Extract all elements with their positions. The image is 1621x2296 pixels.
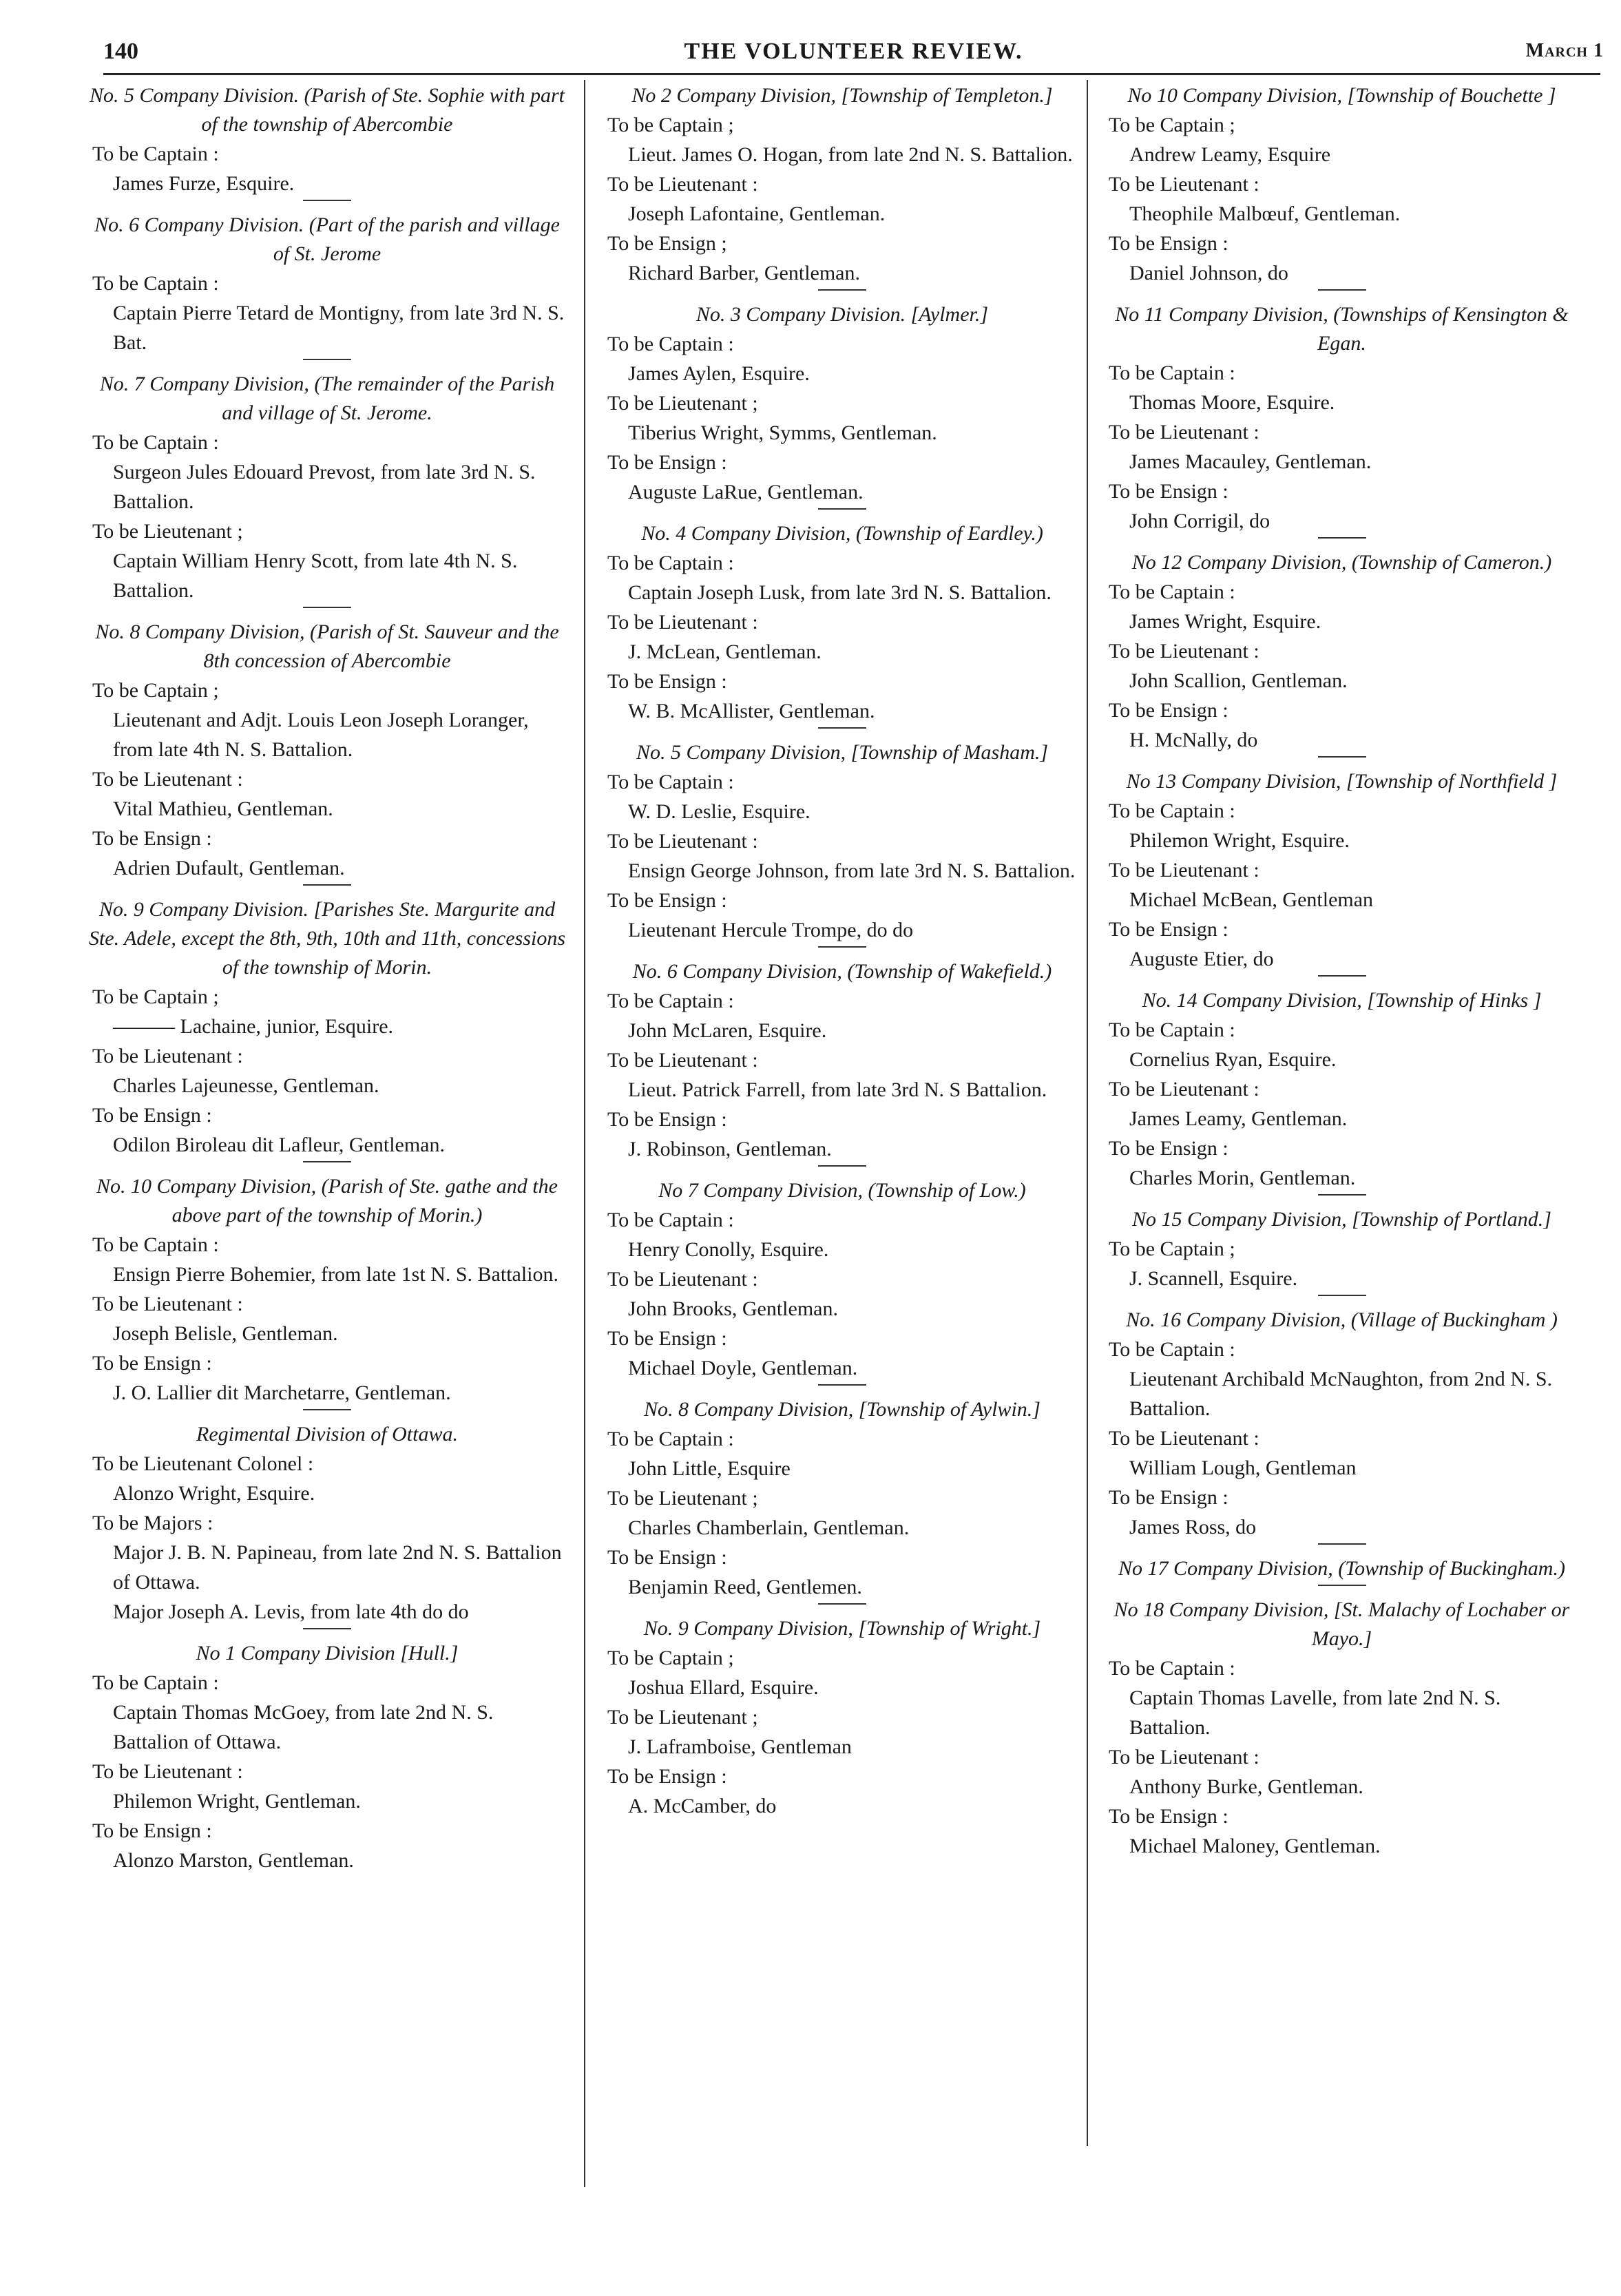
division-entry [83,370,572,605]
appointee-name: Lieutenant Hercule Trompe, do do [628,919,914,941]
section-rule [818,1165,866,1167]
issue-date: March 1 [1525,40,1604,61]
section-rule [303,884,351,886]
appointee-name: Anthony Burke, Gentleman. [1129,1775,1363,1798]
appointee-name: Auguste LaRue, Gentleman. [628,481,864,503]
section-rule [818,946,866,948]
section-rule [1318,1295,1366,1296]
appointee-name: Alonzo Marston, Gentleman. [113,1849,354,1872]
division-heading: No 2 Company Division, [Township of Templeton.] [631,84,1053,107]
division-heading: No. 14 Company Division, [Township of Hinks ] [1142,989,1542,1012]
appointment-rank: To be Lieutenant ; [92,520,243,543]
column-divider [1087,80,1088,2146]
division-entry [1099,767,1585,974]
appointee-name: Michael McBean, Gentleman [1129,888,1374,911]
division-entry [598,1176,1087,1383]
section-rule [1318,289,1366,291]
appointment-rank: To be Ensign : [92,1104,212,1127]
header-rule [103,73,1600,75]
appointee-name: W. B. McAllister, Gentleman. [628,700,875,722]
division-heading: No. 6 Company Division. (Part of the parish and village of St. Jerome [94,213,560,265]
appointee-name: John Scallion, Gentleman. [1129,669,1348,692]
appointee-name: Henry Conolly, Esquire. [628,1238,829,1261]
division-entry [83,618,572,883]
division-heading: No 11 Company Division, (Townships of Kensington & Egan. [1115,303,1569,355]
division-heading: Regimental Division of Ottawa. [196,1423,458,1446]
division-entry [598,1395,1087,1602]
appointment-rank: To be Captain : [607,1209,734,1231]
appointment-rank: To be Captain : [1109,1019,1235,1041]
appointee-name: Auguste Etier, do [1129,948,1274,970]
appointee-name: W. D. Leslie, Esquire. [628,800,810,823]
column-divider [584,80,585,2187]
division-entry [598,300,1087,507]
appointee-name: Cornelius Ryan, Esquire. [1129,1048,1337,1071]
division-entry [83,895,572,1160]
appointee-name: Daniel Johnson, do [1129,262,1288,284]
appointment-rank: To be Ensign : [607,1108,727,1131]
section-rule [303,200,351,201]
column-1 [83,81,572,1877]
appointee-name: James Ross, do [1129,1516,1257,1538]
division-entry [598,957,1087,1164]
section-rule [818,508,866,510]
appointment-rank: To be Ensign : [607,451,727,474]
appointment-rank: To be Captain : [92,431,219,454]
appointee-name: Ensign Pierre Bohemier, from late 1st N. S. Battalion. [113,1263,559,1286]
appointee-name: J. Scannell, Esquire. [1129,1267,1298,1290]
section-rule [1318,975,1366,977]
appointee-name: Joseph Belisle, Gentleman. [113,1322,338,1345]
appointee-name: John Corrigil, do [1129,510,1270,532]
appointee-name: Charles Chamberlain, Gentleman. [628,1516,910,1539]
appointment-rank: To be Lieutenant : [1109,173,1259,196]
appointee-name: Benjamin Reed, Gentlemen. [628,1576,862,1598]
appointment-rank: To be Captain : [1109,581,1235,603]
division-heading: No. 6 Company Division, (Township of Wakefield.) [632,960,1052,983]
appointee-name: J. Robinson, Gentleman. [628,1138,832,1160]
appointment-rank: To be Ensign : [1109,1805,1228,1828]
appointment-rank: To be Captain : [607,333,734,355]
appointee-name: Joseph Lafontaine, Gentleman. [628,202,886,225]
division-heading: No. 10 Company Division, (Parish of Ste. gathe and the above part of the township of Morin.) [96,1175,558,1227]
division-entry [83,211,572,357]
appointee-name: John McLaren, Esquire. [628,1019,827,1042]
section-rule [818,1384,866,1386]
appointment-rank: To be Lieutenant : [92,1293,243,1315]
division-entry [1099,548,1585,755]
appointment-rank: To be Ensign : [607,1546,727,1569]
appointee-name: James Wright, Esquire. [1129,610,1321,633]
appointee-name: Charles Morin, Gentleman. [1129,1167,1356,1189]
appointee-name: Surgeon Jules Edouard Prevost, from late 3rd N. S. Battalion. [113,461,536,513]
appointee-name: Richard Barber, Gentleman. [628,262,861,284]
appointment-rank: To be Ensign : [607,889,727,912]
section-rule [303,1409,351,1410]
appointee-name: Andrew Leamy, Esquire [1129,143,1331,166]
appointment-rank: To be Captain ; [1109,114,1235,136]
division-heading: No. 5 Company Division, [Township of Masham.] [636,741,1049,764]
appointment-rank: To be Captain : [1109,1338,1235,1361]
appointment-rank: To be Ensign ; [607,232,727,255]
appointment-rank: To be Ensign : [92,1819,212,1842]
appointment-rank: To be Lieutenant : [1109,421,1259,443]
appointee-name: William Lough, Gentleman [1129,1457,1357,1479]
appointee-name: John Little, Esquire [628,1457,791,1480]
division-entry [598,738,1087,945]
appointment-rank: To be Ensign : [1109,1137,1228,1160]
appointee-name: James Furze, Esquire. [113,172,295,195]
division-entry [598,1614,1087,1821]
appointee-name: James Aylen, Esquire. [628,362,810,385]
section-rule [303,359,351,360]
appointee-name: J. McLean, Gentleman. [628,640,822,663]
division-heading: No. 9 Company Division. [Parishes Ste. Margurite and Ste. Adele, except the 8th, 9th, 10th and 11th, concessions of the township of Morin. [88,898,566,979]
appointment-rank: To be Lieutenant : [1109,1078,1259,1100]
appointment-rank: To be Lieutenant : [607,1049,758,1072]
appointee-name: J. O. Lallier dit Marchetarre, Gentleman. [113,1381,451,1404]
appointment-rank: To be Captain ; [1109,1238,1235,1260]
appointment-rank: To be Ensign : [607,1327,727,1350]
division-entry [1099,300,1585,536]
division-heading: No 7 Company Division, (Township of Low.) [658,1179,1026,1202]
division-entry [1099,1205,1585,1293]
appointee-name: Michael Maloney, Gentleman. [1129,1835,1381,1857]
appointment-rank: To be Lieutenant : [607,173,758,196]
division-heading: No. 8 Company Division, (Parish of St. Sauveur and the 8th concession of Abercombie [95,620,559,672]
division-heading: No 12 Company Division, (Township of Cameron.) [1131,551,1552,574]
appointment-rank: To be Captain : [607,990,734,1012]
appointee-name: Vital Mathieu, Gentleman. [113,797,333,820]
appointee-name: H. McNally, do [1129,729,1258,751]
appointee-name: James Macauley, Gentleman. [1129,450,1372,473]
division-heading: No 1 Company Division [Hull.] [196,1642,459,1664]
division-heading: No. 9 Company Division, [Township of Wright.] [643,1617,1041,1640]
appointee-name: Michael Doyle, Gentleman. [628,1357,858,1379]
appointment-rank: To be Majors : [92,1512,213,1534]
appointment-rank: To be Captain : [1109,1657,1235,1680]
appointee-name: Major Joseph A. Levis, from late 4th do do [113,1600,469,1623]
appointee-name: Alonzo Wright, Esquire. [113,1482,315,1505]
division-entry [1099,81,1585,288]
page-header [103,36,1604,72]
appointment-rank: To be Ensign : [1109,1486,1228,1509]
appointee-name: Captain Thomas McGoey, from late 2nd N. S. Battalion of Ottawa. [113,1701,494,1753]
appointee-name: J. Laframboise, Gentleman [628,1735,852,1758]
appointment-rank: To be Ensign : [1109,918,1228,941]
section-rule [1318,1543,1366,1545]
appointee-name: Major J. B. N. Papineau, from late 2nd N. S. Battalion of Ottawa. [113,1541,562,1594]
appointment-rank: To be Ensign : [1109,480,1228,503]
division-heading: No. 4 Company Division, (Township of Eardley.) [641,522,1043,545]
appointment-rank: To be Lieutenant : [92,1045,243,1067]
appointment-rank: To be Captain : [92,143,219,165]
appointment-rank: To be Lieutenant : [92,768,243,791]
appointment-rank: To be Lieutenant ; [607,392,758,415]
section-rule [818,289,866,291]
appointment-rank: To be Ensign : [1109,232,1228,255]
appointee-name: Lieutenant and Adjt. Louis Leon Joseph Loranger, from late 4th N. S. Battalion. [113,709,529,761]
appointment-rank: To be Lieutenant : [92,1760,243,1783]
appointment-rank: To be Captain ; [607,1647,734,1669]
appointment-rank: To be Captain ; [92,985,219,1008]
publication-title: THE VOLUNTEER REVIEW. [684,39,1023,64]
appointment-rank: To be Captain : [607,1428,734,1450]
appointee-name: Charles Lajeunesse, Gentleman. [113,1074,379,1097]
appointee-name: Adrien Dufault, Gentleman. [113,857,345,879]
division-entry [1099,1554,1585,1583]
appointee-name: Thomas Moore, Esquire. [1129,391,1335,414]
appointee-name: Odilon Biroleau dit Lafleur, Gentleman. [113,1134,445,1156]
appointee-name: Captain William Henry Scott, from late 4th N. S. Battalion. [113,550,518,602]
appointee-name: Ensign George Johnson, from late 3rd N. S. Battalion. [628,859,1076,882]
appointee-name: Lieut. Patrick Farrell, from late 3rd N. S Battalion. [628,1078,1047,1101]
division-heading: No. 8 Company Division, [Township of Aylwin.] [644,1398,1040,1421]
appointee-name: Captain Joseph Lusk, from late 3rd N. S. Battalion. [628,581,1052,604]
appointment-rank: To be Lieutenant : [607,1268,758,1291]
division-entry [83,1420,572,1627]
page-number: 140 [103,39,138,64]
division-heading: No 17 Company Division, (Township of Buckingham.) [1118,1557,1565,1580]
appointee-name: ——— Lachaine, junior, Esquire. [113,1015,394,1038]
appointment-rank: To be Captain : [92,272,219,295]
appointment-rank: To be Lieutenant : [1109,859,1259,881]
appointee-name: Lieut. James O. Hogan, from late 2nd N. S. Battalion. [628,143,1073,166]
appointment-rank: To be Captain : [92,1233,219,1256]
division-entry [1099,1596,1585,1861]
appointee-name: Tiberius Wright, Symms, Gentleman. [628,421,937,444]
appointment-rank: To be Captain ; [607,114,734,136]
division-entry [83,1172,572,1408]
section-rule [303,1161,351,1162]
appointment-rank: To be Ensign : [92,1352,212,1375]
division-entry [83,81,572,198]
appointee-name: Theophile Malbœuf, Gentleman. [1129,202,1401,225]
division-heading: No. 16 Company Division, (Village of Buckingham ) [1126,1308,1558,1331]
appointee-name: Philemon Wright, Gentleman. [113,1790,361,1813]
section-rule [818,727,866,729]
appointee-name: James Leamy, Gentleman. [1129,1107,1348,1130]
appointee-name: Philemon Wright, Esquire. [1129,829,1350,852]
section-rule [303,607,351,608]
appointee-name: Lieutenant Archibald McNaughton, from 2nd N. S. Battalion. [1129,1368,1553,1420]
appointment-rank: To be Captain : [1109,362,1235,384]
section-rule [1318,537,1366,539]
column-3 [1099,81,1585,1862]
division-entry [598,81,1087,288]
division-heading: No 18 Company Division, [St. Malachy of Lochaber or Mayo.] [1113,1598,1570,1650]
appointee-name: Captain Thomas Lavelle, from late 2nd N. S. Battalion. [1129,1687,1501,1739]
section-rule [1318,1585,1366,1586]
division-entry [1099,1306,1585,1542]
appointment-rank: To be Lieutenant Colonel : [92,1452,314,1475]
column-2 [598,81,1087,1822]
section-rule [818,1603,866,1605]
appointment-rank: To be Ensign : [607,670,727,693]
division-entry [83,1639,572,1875]
division-heading: No 15 Company Division, [Township of Portland.] [1132,1208,1551,1231]
appointment-rank: To be Ensign : [92,827,212,850]
appointment-rank: To be Captain : [607,552,734,574]
appointee-name: John Brooks, Gentleman. [628,1297,838,1320]
appointment-rank: To be Captain : [1109,800,1235,822]
appointee-name: Captain Pierre Tetard de Montigny, from late 3rd N. S. Bat. [113,302,565,354]
section-rule [303,1628,351,1629]
appointment-rank: To be Lieutenant : [1109,640,1259,662]
section-rule [1318,756,1366,758]
appointee-name: A. McCamber, do [628,1795,777,1817]
division-heading: No. 5 Company Division. (Parish of Ste. Sophie with part of the township of Abercombie [90,84,565,136]
appointment-rank: To be Lieutenant : [1109,1746,1259,1768]
section-rule [1318,1194,1366,1196]
appointment-rank: To be Lieutenant ; [607,1706,758,1729]
appointment-rank: To be Lieutenant : [607,611,758,634]
division-heading: No. 7 Company Division, (The remainder of the Parish and village of St. Jerome. [99,373,555,424]
appointment-rank: To be Lieutenant : [1109,1427,1259,1450]
division-heading: No. 3 Company Division. [Aylmer.] [696,303,989,326]
appointment-rank: To be Ensign : [607,1765,727,1788]
division-entry [598,519,1087,726]
appointment-rank: To be Lieutenant : [607,830,758,853]
appointment-rank: To be Captain ; [92,679,219,702]
appointment-rank: To be Ensign : [1109,699,1228,722]
appointee-name: Joshua Ellard, Esquire. [628,1676,819,1699]
appointment-rank: To be Captain : [607,771,734,793]
appointment-rank: To be Captain : [92,1671,219,1694]
appointment-rank: To be Lieutenant ; [607,1487,758,1510]
division-entry [1099,986,1585,1193]
division-heading: No 10 Company Division, [Township of Bouchette ] [1127,84,1556,107]
division-heading: No 13 Company Division, [Township of Northfield ] [1126,770,1558,793]
